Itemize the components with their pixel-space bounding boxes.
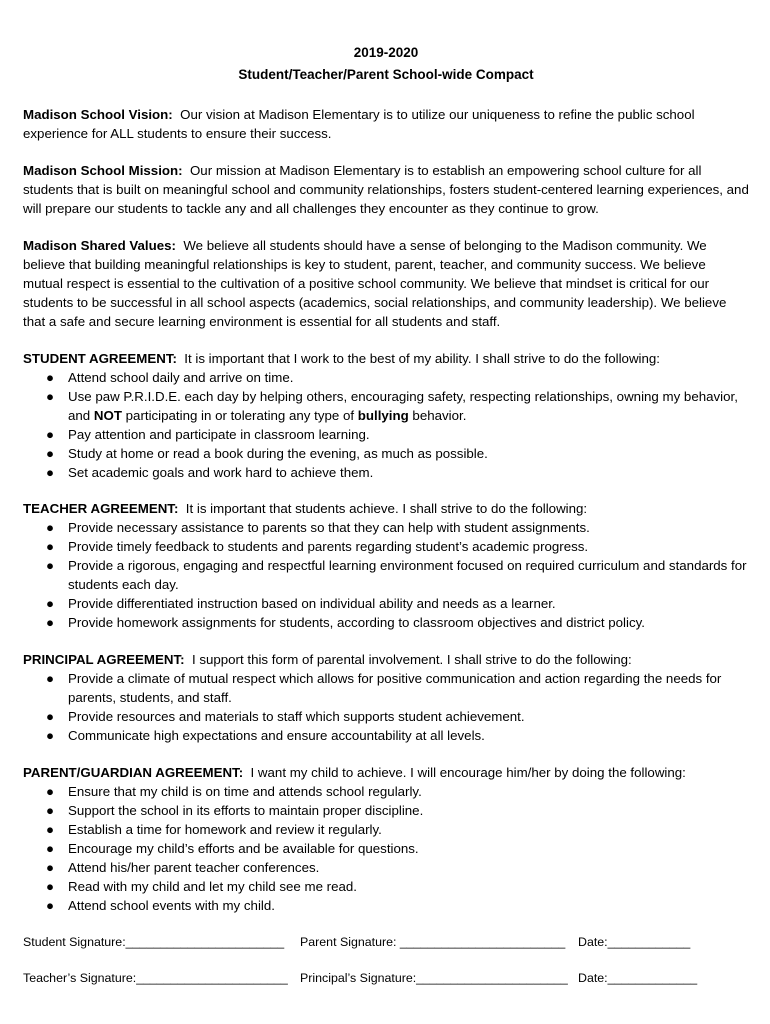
- bullet-icon: ●: [46, 841, 55, 856]
- list-item: ● Provide homework assignments for students, according to classroom objectives and district policy.: [46, 615, 645, 630]
- student-agreement-list: [23, 368, 749, 482]
- parent-agreement: [23, 763, 749, 915]
- principal-agreement-label: PRINCIPAL AGREEMENT:: [23, 652, 185, 667]
- student-agreement-label: STUDENT AGREEMENT:: [23, 351, 177, 366]
- mission-section: [23, 161, 749, 218]
- parent-agreement-intro: I want my child to achieve. I will encourage him/her by doing the following:: [250, 765, 686, 780]
- list-item: ● Communicate high expectations and ensure accountability at all levels.: [46, 728, 485, 743]
- list-item: ● Support the school in its efforts to maintain proper discipline.: [46, 803, 424, 818]
- mission-text: Our mission at Madison Elementary is to establish an empowering school culture for all students that is built on meaningful school and community relationships, fosters student-centered learning experiences, and will prepare our students to tackle any and all challenges they encounter as they continue to grow.: [23, 163, 749, 216]
- vision-section: [23, 105, 749, 143]
- bullet-icon: ●: [46, 539, 55, 554]
- teacher-signature-field[interactable]: Teacher’s Signature:______________________: [23, 971, 288, 985]
- document-year: 2019-2020: [353, 45, 419, 60]
- list-item: ● Pay attention and participate in classroom learning.: [46, 427, 370, 442]
- list-item: ● Provide differentiated instruction based on individual ability and needs as a learner.: [46, 596, 556, 611]
- student-agreement-intro: It is important that I work to the best of my ability. I shall strive to do the following:: [184, 351, 660, 366]
- date-field-1[interactable]: Date:____________: [578, 935, 691, 949]
- bullet-icon: ●: [46, 596, 55, 611]
- principal-signature-field[interactable]: Principal’s Signature:______________________: [300, 971, 568, 985]
- list-item: ● Ensure that my child is on time and attends school regularly.: [46, 784, 422, 799]
- date-field-2[interactable]: Date:_____________: [578, 971, 698, 985]
- list-item: ● Provide timely feedback to students and parents regarding student’s academic progress.: [46, 539, 589, 554]
- list-item: ● Attend school daily and arrive on time.: [46, 370, 294, 385]
- vision-text: Our vision at Madison Elementary is to utilize our uniqueness to refine the public school experience for ALL students to ensure their success.: [23, 107, 695, 141]
- values-section: [23, 236, 749, 331]
- principal-agreement-intro: I support this form of parental involvement. I shall strive to do the following:: [191, 652, 632, 667]
- list-item: ● Study at home or read a book during the evening, as much as possible.: [46, 446, 488, 461]
- bullet-icon: ●: [46, 898, 55, 913]
- bullet-icon: ●: [46, 709, 55, 724]
- bullet-icon: ●: [46, 860, 55, 875]
- list-item: ● Use paw P.R.I.D.E. each day by helping others, encouraging safety, respecting relationships, owning my behavior, and NOT participating in or tolerating any type of bullying behavior.: [46, 389, 738, 423]
- bullet-icon: ●: [46, 728, 55, 743]
- bullet-icon: ●: [46, 822, 55, 837]
- list-item: ● Provide a climate of mutual respect which allows for positive communication and action regarding the needs for parents, students, and staff.: [46, 671, 722, 705]
- values-label: Madison Shared Values:: [23, 238, 176, 253]
- list-item: ● Set academic goals and work hard to achieve them.: [46, 465, 374, 480]
- parent-signature-field[interactable]: Parent Signature: ________________________: [300, 935, 566, 949]
- student-agreement-heading: [23, 349, 749, 368]
- list-item: ● Encourage my child’s efforts and be available for questions.: [46, 841, 419, 856]
- student-signature-field[interactable]: Student Signature:_______________________: [23, 935, 285, 949]
- bullet-icon: ●: [46, 803, 55, 818]
- parent-agreement-list: [23, 782, 749, 915]
- bullet-icon: ●: [46, 370, 55, 385]
- bullet-icon: ●: [46, 446, 55, 461]
- bullet-icon: ●: [46, 558, 55, 573]
- teacher-agreement: [23, 499, 749, 632]
- emphasis-not: NOT: [93, 408, 122, 423]
- list-item: ● Provide resources and materials to staff which supports student achievement.: [46, 709, 525, 724]
- bullet-icon: ●: [46, 784, 55, 799]
- parent-agreement-label: PARENT/GUARDIAN AGREEMENT:: [23, 765, 244, 780]
- values-text: We believe all students should have a sense of belonging to the Madison community. We believe that building meaningful relationships is key to student, parent, teacher, and community success. We believe mutual respect is essential to the cultivation of a positive school community. We believe that mindset is critical for our students to be successful in all school aspects (academics, social relationships, and community leadership). We believe that a safe and secure learning environment is essential for all students and staff.: [23, 238, 727, 329]
- principal-agreement: [23, 650, 749, 745]
- teacher-agreement-list: [23, 518, 749, 632]
- bullet-icon: ●: [46, 671, 55, 686]
- bullet-icon: ●: [46, 615, 55, 630]
- vision-label: Madison School Vision:: [23, 107, 173, 122]
- list-item: ● Attend his/her parent teacher conferences.: [46, 860, 320, 875]
- list-item: ● Read with my child and let my child see me read.: [46, 879, 357, 894]
- principal-agreement-list: [23, 669, 749, 745]
- bullet-icon: ●: [46, 465, 55, 480]
- student-agreement: [23, 349, 749, 482]
- teacher-agreement-label: TEACHER AGREEMENT:: [23, 501, 179, 516]
- document-title: Student/Teacher/Parent School-wide Compact: [238, 67, 534, 82]
- teacher-agreement-heading: [23, 499, 749, 518]
- bullet-icon: ●: [46, 879, 55, 894]
- teacher-agreement-intro: It is important that students achieve. I shall strive to do the following:: [185, 501, 588, 516]
- list-item: ● Establish a time for homework and review it regularly.: [46, 822, 382, 837]
- emphasis-bullying: bullying: [357, 408, 409, 423]
- mission-label: Madison School Mission:: [23, 163, 183, 178]
- bullet-icon: ●: [46, 389, 55, 404]
- parent-agreement-heading: [23, 763, 749, 782]
- bullet-icon: ●: [46, 427, 55, 442]
- list-item: ● Attend school events with my child.: [46, 898, 275, 913]
- bullet-icon: ●: [46, 520, 55, 535]
- list-item: ● Provide necessary assistance to parents so that they can help with student assignments.: [46, 520, 590, 535]
- list-item: ● Provide a rigorous, engaging and respectful learning environment focused on required curriculum and standards for students each day.: [46, 558, 747, 592]
- principal-agreement-heading: [23, 650, 749, 669]
